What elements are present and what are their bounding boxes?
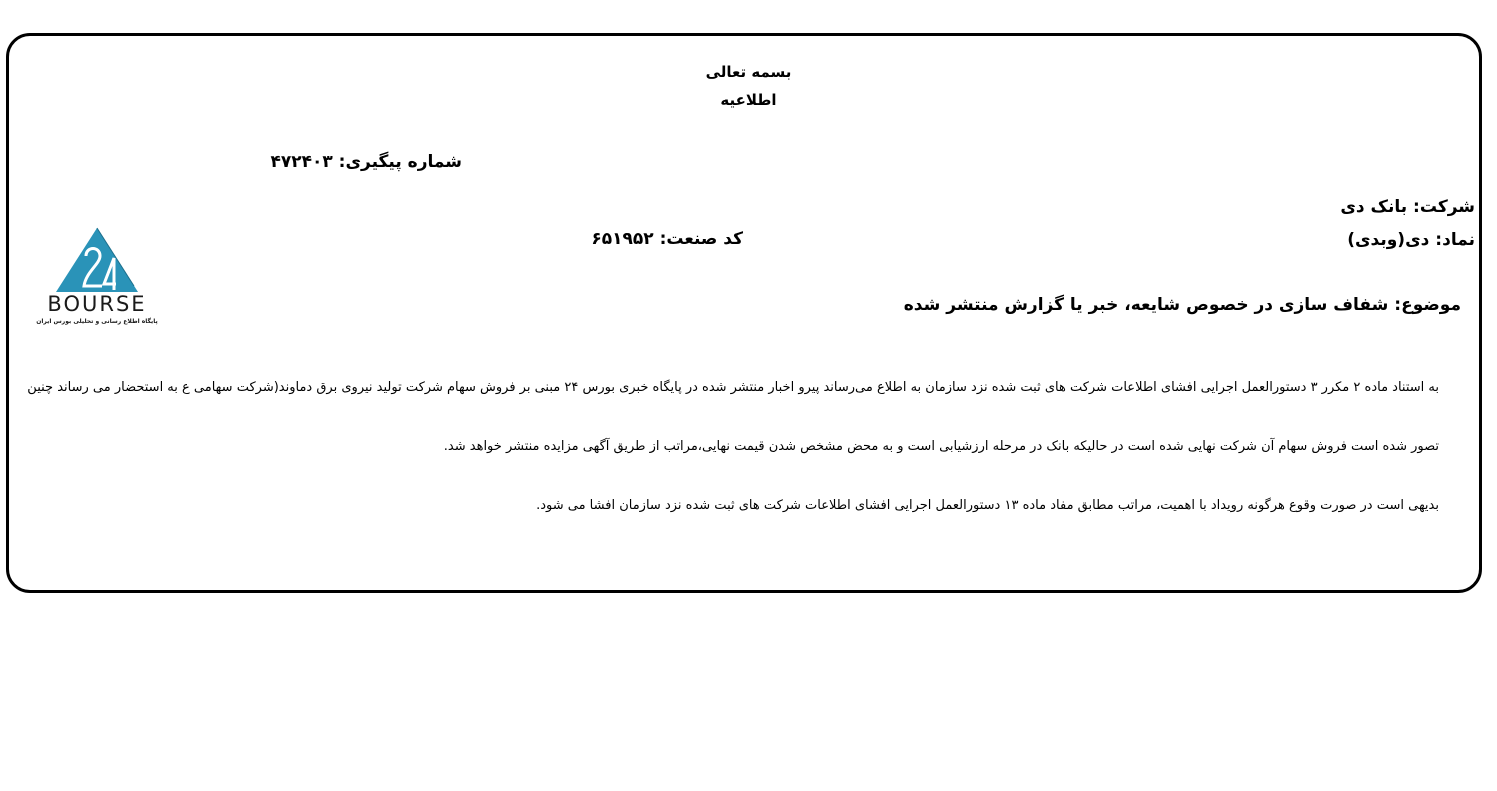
company-name: شرکت: بانک دی (1340, 197, 1475, 217)
industry-code: کد صنعت: ۶۵۱۹۵۲ (591, 229, 743, 249)
body-paragraph-2: تصور شده است فروش سهام آن شرکت نهایی شده است در حالیکه بانک در مرحله ارزشیابی است و به محض مشخص شدن قیمت نهایی،مراتب از طریق آگهی مزایده منتشر خواهد شد. (443, 439, 1439, 454)
bourse24-logo-icon (34, 226, 160, 296)
logo-subtitle: پایگاه اطلاع رسانی و تحلیلی بورس ایران (36, 318, 158, 325)
logo-wordmark: BOURSE (47, 292, 147, 316)
bourse24-logo (34, 226, 162, 330)
basmala: بسمه تعالی (705, 63, 792, 81)
stock-symbol: نماد: دی(وبدی) (1347, 230, 1475, 250)
body-paragraph-1: به استناد ماده ۲ مکرر ۳ دستورالعمل اجرایی افشای اطلاعات شرکت های ثبت شده نزد سازمان به اطلاع می‌رساند پیرو اخبار منتشر شده در پایگاه خبری بورس ۲۴ مبنی بر فروش سهام شرکت تولید نیروی برق دماوند(شرکت سهامی ع به استحضار می رساند چنین (27, 380, 1439, 395)
document-title: اطلاعیه (720, 91, 777, 109)
subject-line: موضوع: شفاف سازی در خصوص شایعه، خبر یا گزارش منتشر شده (903, 295, 1461, 315)
tracking-number: شماره پیگیری: ۴۷۲۴۰۳ (270, 152, 462, 172)
body-paragraph-3: بدیهی است در صورت وقوع هرگونه رویداد با اهمیت، مراتب مطابق مفاد ماده ۱۳ دستورالعمل اجرایی افشای اطلاعات شرکت های ثبت شده نزد سازمان افشا می شود. (536, 498, 1439, 513)
